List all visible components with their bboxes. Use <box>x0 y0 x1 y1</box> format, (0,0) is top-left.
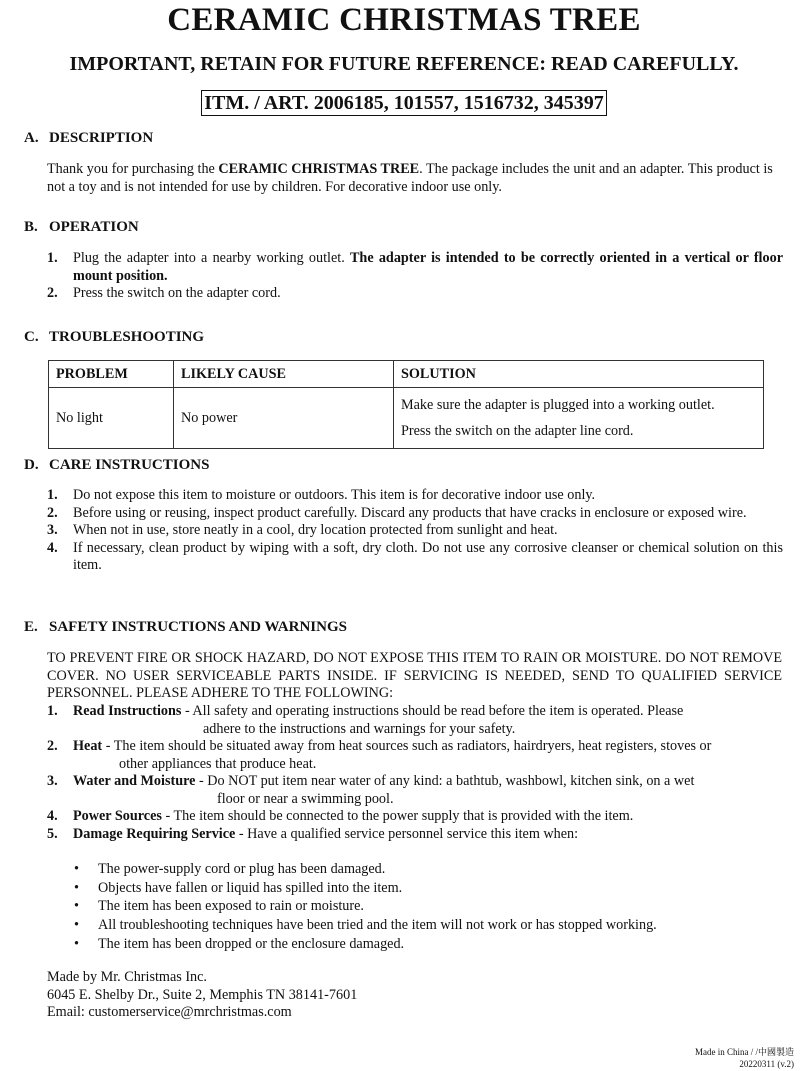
description-text-start: Thank you for purchasing the <box>47 161 219 177</box>
cause-cell: No power <box>174 388 394 449</box>
item-label: Water and Moisture <box>73 773 196 789</box>
manufacturer-info <box>47 969 357 1022</box>
item-number: 1. <box>47 487 58 503</box>
section-title: CARE INSTRUCTIONS <box>49 457 210 473</box>
item-continuation: other appliances that produce heat. <box>119 755 317 772</box>
step-text: Press the switch on the adapter cord. <box>73 285 281 301</box>
item-number: 2. <box>47 738 58 754</box>
bullet-icon: • <box>74 879 79 896</box>
column-header: LIKELY CAUSE <box>174 361 394 388</box>
safety-intro: TO PREVENT FIRE OR SHOCK HAZARD, DO NOT EXPOSE THIS ITEM TO RAIN OR MOISTURE. DO NOT REMOVE COVER. NO USER SERVICEABLE PARTS INSIDE. IF SERVICING IS NEEDED, SEND TO QUALIFIED SERVICE PERSONNEL. PLEASE ADHERE TO THE FOLLOWING: <box>47 650 782 701</box>
section-title: SAFETY INSTRUCTIONS AND WARNINGS <box>49 619 347 635</box>
section-letter: E. <box>24 619 38 635</box>
description-text-end: . The package includes the unit and an adapter. This product is not a toy and is not intended for use by children. For decorative indoor use only. <box>47 161 773 195</box>
care-item <box>47 505 783 523</box>
item-number: 5. <box>47 825 58 842</box>
list-item <box>72 860 772 879</box>
bullet-icon: • <box>74 917 79 934</box>
item-continuation: floor or near a swimming pool. <box>217 790 394 807</box>
manufacturer-address: 6045 E. Shelby Dr., Suite 2, Memphis TN 38141-7601 <box>47 986 358 1003</box>
care-list <box>47 487 783 575</box>
country-of-origin: Made in China / /中國製造 <box>695 1047 794 1057</box>
solution-cell <box>394 388 764 449</box>
document-version: 20220311 (v.2) <box>739 1059 794 1069</box>
section-letter: D. <box>24 457 39 473</box>
list-item <box>72 879 772 898</box>
document-subtitle: IMPORTANT, RETAIN FOR FUTURE REFERENCE: READ CAREFULLY. <box>69 53 739 75</box>
item-number: 1. <box>47 703 58 719</box>
item-label: Heat <box>73 738 103 754</box>
item-number-box <box>0 90 808 116</box>
safety-list <box>47 703 787 843</box>
bullet-icon: • <box>74 861 79 877</box>
item-text: - The item should be situated away from heat sources such as radiators, hairdryers, heat registers, stoves or <box>102 738 712 754</box>
bullet-text: The power-supply cord or plug has been damaged. <box>98 861 386 877</box>
item-number: 3. <box>47 522 58 538</box>
bullet-icon: • <box>74 935 79 952</box>
safety-item <box>47 773 787 808</box>
item-continuation: adhere to the instructions and warnings for your safety. <box>203 720 516 737</box>
section-letter: C. <box>24 329 39 345</box>
safety-item <box>47 826 787 844</box>
item-number: 4. <box>47 808 58 824</box>
section-title: TROUBLESHOOTING <box>49 329 205 345</box>
item-label: Damage Requiring Service <box>73 825 236 842</box>
item-number: 4. <box>47 539 58 556</box>
operation-step <box>47 285 783 303</box>
item-text: If necessary, clean product by wiping with a soft, dry cloth. Do not use any corrosive cleanser or chemical solution on this item. <box>73 539 783 573</box>
operation-steps <box>47 250 783 303</box>
safety-item <box>47 808 787 826</box>
section-title: DESCRIPTION <box>49 130 154 146</box>
description-text <box>47 160 787 196</box>
table-header-row <box>49 361 764 388</box>
bullet-text: All troubleshooting techniques have been tried and the item will not work or has stopped working. <box>98 917 657 934</box>
step-bold-text: The adapter is intended to be correctly oriented in a vertical or floor mount position. <box>73 250 783 284</box>
damage-conditions-list <box>72 860 772 954</box>
document-title: CERAMIC CHRISTMAS TREE <box>167 2 641 38</box>
section-letter: A. <box>24 130 39 146</box>
item-text: - Have a qualified service personnel service this item when: <box>235 825 579 842</box>
safety-item <box>47 738 787 773</box>
item-text: - The item should be connected to the power supply that is provided with the item. <box>161 808 634 824</box>
section-letter: B. <box>24 219 38 235</box>
item-numbers: ITM. / ART. 2006185, 101557, 1516732, 345397 <box>201 90 607 116</box>
item-text: Do not expose this item to moisture or outdoors. This item is for decorative indoor use only. <box>73 487 596 503</box>
section-care-heading <box>24 456 209 474</box>
description-product-name: CERAMIC CHRISTMAS TREE <box>218 161 420 177</box>
section-description-heading <box>24 129 153 147</box>
manufacturer-name: Made by Mr. Christmas Inc. <box>47 969 207 985</box>
item-number: 2. <box>47 504 58 521</box>
item-label: Read Instructions <box>73 703 182 719</box>
list-item <box>72 916 772 935</box>
footer <box>695 1046 794 1070</box>
problem-cell: No light <box>49 388 174 449</box>
solution-line: Make sure the adapter is plugged into a working outlet. <box>401 397 715 413</box>
item-label: Power Sources <box>73 808 162 824</box>
care-item <box>47 487 783 505</box>
item-number: 3. <box>47 773 58 789</box>
section-safety-heading <box>24 618 347 636</box>
troubleshooting-table <box>48 360 764 449</box>
list-item <box>72 897 772 916</box>
item-text: - All safety and operating instructions should be read before the item is operated. Please <box>181 703 684 719</box>
table-row <box>49 388 764 449</box>
step-text: Plug the adapter into a nearby working outlet. <box>73 250 350 266</box>
section-title: OPERATION <box>49 219 139 235</box>
manufacturer-email: Email: customerservice@mrchristmas.com <box>47 1004 292 1020</box>
bullet-text: Objects have fallen or liquid has spilled into the item. <box>98 879 403 896</box>
safety-item <box>47 703 787 738</box>
item-text: - Do NOT put item near water of any kind: a bathtub, washbowl, kitchen sink, on a wet <box>195 773 695 789</box>
operation-step <box>47 250 783 285</box>
bullet-text: The item has been exposed to rain or moisture. <box>98 898 364 915</box>
item-text: Before using or reusing, inspect product carefully. Discard any products that have cracks in enclosure or exposed wire. <box>73 504 747 521</box>
step-number: 1. <box>47 250 58 266</box>
column-header: SOLUTION <box>394 361 764 388</box>
section-operation-heading <box>24 218 139 236</box>
item-text: When not in use, store neatly in a cool, dry location protected from sunlight and heat. <box>73 522 558 538</box>
column-header: PROBLEM <box>49 361 174 388</box>
step-number: 2. <box>47 285 58 301</box>
solution-line: Press the switch on the adapter line cord. <box>401 423 634 439</box>
bullet-icon: • <box>74 898 79 915</box>
list-item <box>72 935 772 954</box>
care-item <box>47 540 783 575</box>
care-item <box>47 522 783 540</box>
section-troubleshooting-heading <box>24 328 204 346</box>
bullet-text: The item has been dropped or the enclosure damaged. <box>98 935 405 952</box>
